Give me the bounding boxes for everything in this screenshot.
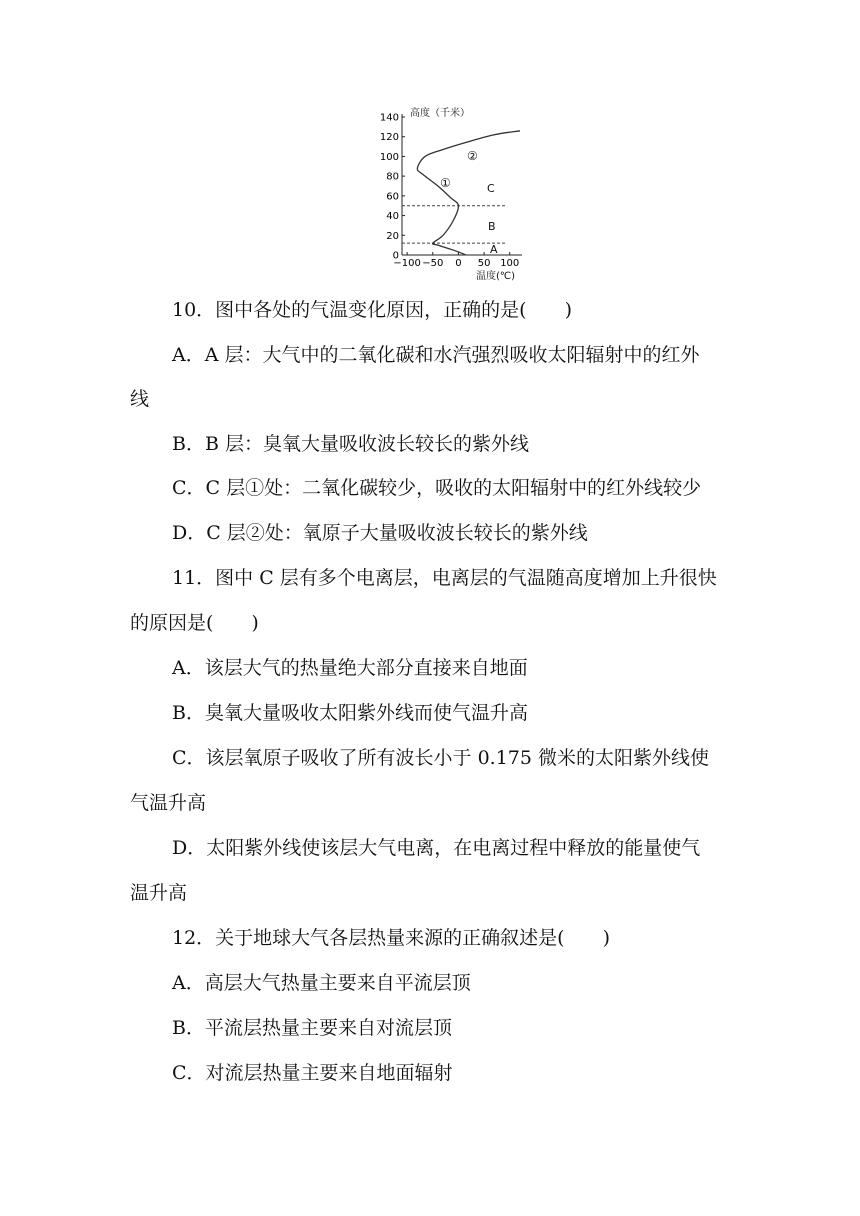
y-tick-label: 20 <box>386 230 399 242</box>
x-tick-label: −100 <box>393 258 421 269</box>
x-tick-label: 50 <box>477 258 491 269</box>
question-11-stem: 11．图中 C 层有多个电离层，电离层的气温随高度增加上升很快 <box>172 567 717 589</box>
marker-2: ② <box>467 149 478 163</box>
question-10-option-c: C．C 层①处：二氧化碳较少，吸收的太阳辐射中的红外线较少 <box>172 477 702 499</box>
y-tick-label: 0 <box>392 250 399 262</box>
y-tick-label: 60 <box>386 191 399 203</box>
x-axis-label: 温度(℃) <box>476 271 516 282</box>
marker-1: ① <box>440 176 451 190</box>
chart-svg <box>360 100 530 290</box>
question-11-option-c: C．该层氧原子吸收了所有波长小于 0.175 微米的太阳紫外线使 <box>172 747 710 769</box>
question-12-option-a: A．高层大气热量主要来自平流层顶 <box>172 972 471 994</box>
y-ticks <box>380 113 405 262</box>
x-tick-label: 100 <box>500 258 520 269</box>
question-11-option-c-cont: 气温升高 <box>130 792 207 814</box>
question-10-option-a-cont: 线 <box>130 388 150 410</box>
atmosphere-temperature-chart <box>360 100 530 290</box>
question-11-option-d: D．太阳紫外线使该层大气电离，在电离过程中释放的能量使气 <box>172 837 701 859</box>
question-10-option-b: B．B 层：臭氧大量吸收波长较长的紫外线 <box>172 433 529 455</box>
y-tick-label: 40 <box>386 211 399 223</box>
question-12-stem: 12．关于地球大气各层热量来源的正确叙述是( ) <box>172 927 611 949</box>
layer-label-b: B <box>488 220 496 233</box>
y-tick-label: 120 <box>379 132 399 144</box>
question-11-option-b: B．臭氧大量吸收太阳紫外线而使气温升高 <box>172 702 528 724</box>
y-axis-label: 高度（千米） <box>410 108 470 119</box>
x-tick-label: 0 <box>455 258 462 269</box>
layer-label-a: A <box>490 243 498 256</box>
y-tick-label: 100 <box>379 151 399 163</box>
question-12-option-c: C．对流层热量主要来自地面辐射 <box>172 1062 453 1084</box>
question-11-option-d-cont: 温升高 <box>130 882 188 904</box>
question-10-option-a: A．A 层：大气中的二氧化碳和水汽强烈吸收太阳辐射中的红外 <box>172 344 700 366</box>
question-10-option-d: D．C 层②处：氧原子大量吸收波长较长的紫外线 <box>172 522 588 544</box>
question-12-option-b: B．平流层热量主要来自对流层顶 <box>172 1017 452 1039</box>
question-11-option-a: A．该层大气的热量绝大部分直接来自地面 <box>172 657 528 679</box>
question-11-stem-cont: 的原因是( ) <box>130 612 259 634</box>
x-tick-label: −50 <box>422 258 444 269</box>
y-tick-label: 140 <box>379 112 399 124</box>
y-tick-label: 80 <box>386 171 399 183</box>
question-10-stem: 10．图中各处的气温变化原因，正确的是( ) <box>172 299 573 321</box>
layer-label-c: C <box>487 182 495 195</box>
